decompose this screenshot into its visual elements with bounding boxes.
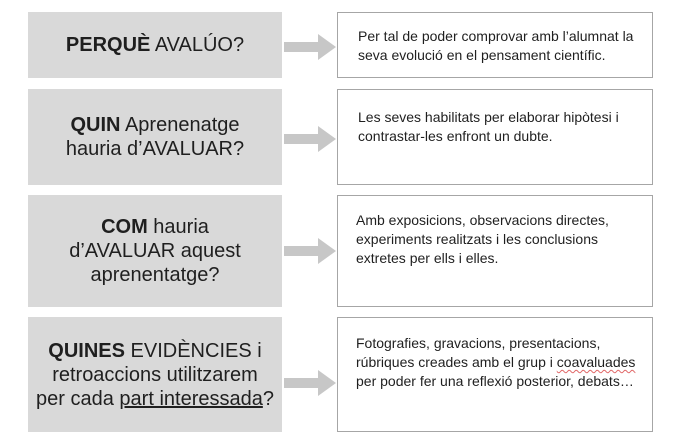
question-rest: EVIDÈNCIES i retroaccions utilitzarem per cada: [36, 339, 262, 410]
spellcheck-marked-word: coavaluades: [556, 354, 636, 370]
answer-text: Per tal de poder comprovar amb l’alumnat la seva evolució en el pensament científic.: [358, 28, 634, 63]
answer-box-how: [337, 195, 653, 307]
question-keyword: QUIN: [70, 114, 121, 136]
question-box-what: [28, 89, 282, 185]
question-rest: Aprenenatge hauria d’AVALUAR?: [65, 114, 245, 160]
answer-text: Amb exposicions, observacions directes, experiments realitzats i les conclusions extretes per ells i elles.: [356, 212, 609, 266]
right-arrow-icon: [284, 126, 336, 152]
question-text-evidence: [36, 339, 274, 411]
underlined-phrase: part interessada: [119, 387, 263, 410]
answer-text-end: per poder fer una reflexió posterior, debats…: [356, 373, 634, 389]
answer-box-evidence: [337, 317, 653, 432]
answer-text-start: Fotografies, gravacions, presentacions, rúbriques creades amb el grup i: [356, 335, 601, 370]
answer-box-why: [337, 12, 653, 78]
right-arrow-icon: [284, 34, 336, 60]
question-rest: hauria d’AVALUAR aquest aprenentatge?: [69, 216, 241, 286]
question-keyword: PERQUÈ: [65, 34, 151, 56]
question-box-evidence: [28, 317, 282, 432]
question-keyword: QUINES: [48, 339, 125, 362]
right-arrow-icon: [284, 370, 336, 396]
question-box-why: [28, 12, 282, 78]
answer-text: [356, 334, 646, 391]
question-text-what: [55, 113, 255, 161]
question-text-why: [66, 33, 244, 57]
right-arrow-icon: [284, 238, 336, 264]
answer-box-what: [337, 89, 653, 185]
answer-text: Les seves habilitats per elaborar hipòtesi i contrastar-les enfront un dubte.: [358, 109, 619, 144]
question-keyword: COM: [101, 216, 148, 238]
question-rest: AVALÚO?: [150, 34, 245, 56]
question-text-how: [55, 215, 255, 287]
question-end: ?: [262, 387, 274, 410]
question-box-how: [28, 195, 282, 307]
